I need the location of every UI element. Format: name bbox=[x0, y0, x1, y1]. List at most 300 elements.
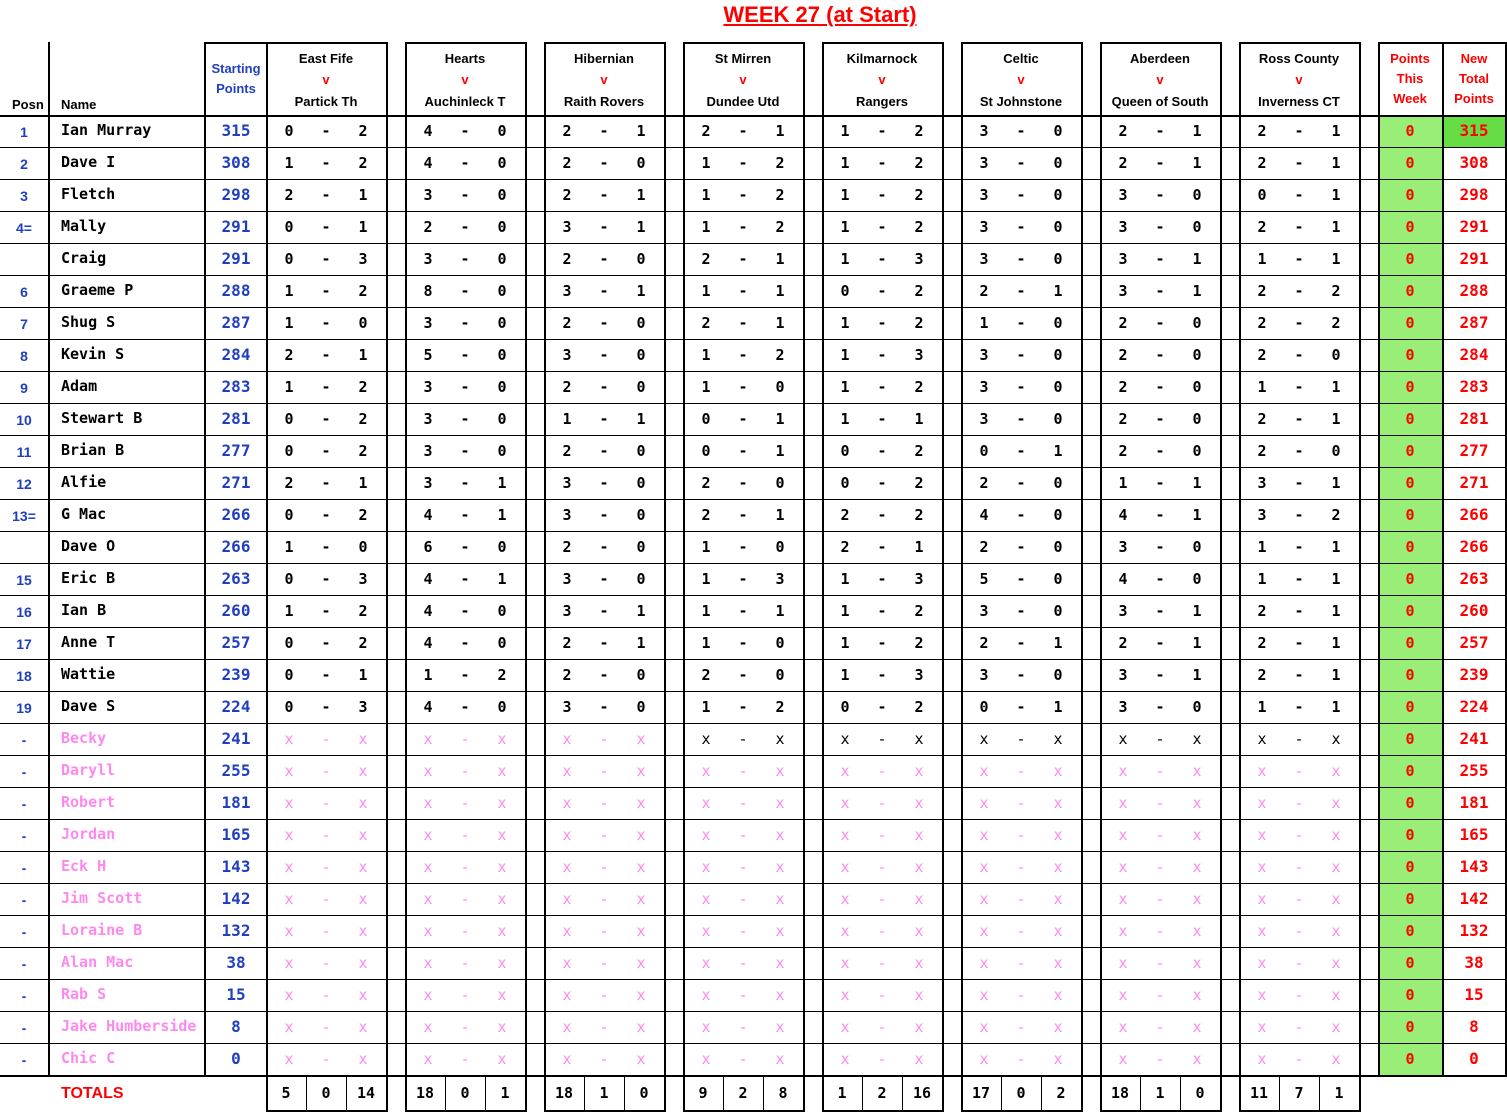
score-dash: - bbox=[321, 858, 331, 876]
home-score-prediction: 3 bbox=[1118, 666, 1128, 684]
col-divider bbox=[1220, 42, 1222, 1111]
away-score-prediction: 2 bbox=[775, 698, 785, 716]
position-cell: 13= bbox=[12, 508, 36, 524]
away-score-prediction: x bbox=[358, 1018, 368, 1036]
home-score-prediction: x bbox=[840, 922, 850, 940]
away-score-prediction: 0 bbox=[497, 314, 507, 332]
score-dash: - bbox=[738, 858, 748, 876]
score-dash: - bbox=[1155, 794, 1165, 812]
score-dash: - bbox=[1155, 570, 1165, 588]
col-divider bbox=[1081, 42, 1083, 1111]
home-score-prediction: x bbox=[423, 954, 433, 972]
away-score-prediction: 1 bbox=[497, 474, 507, 492]
score-dash: - bbox=[599, 506, 609, 524]
home-score-prediction: 1 bbox=[701, 570, 711, 588]
score-dash: - bbox=[877, 794, 887, 812]
player-name: Shug S bbox=[61, 313, 116, 331]
home-score-prediction: 2 bbox=[1257, 282, 1267, 300]
away-score-prediction: 1 bbox=[1331, 634, 1341, 652]
home-score-prediction: 3 bbox=[979, 186, 989, 204]
score-dash: - bbox=[321, 442, 331, 460]
score-dash: - bbox=[460, 1018, 470, 1036]
home-score-prediction: x bbox=[840, 1018, 850, 1036]
score-dash: - bbox=[1294, 858, 1304, 876]
away-score-prediction: 1 bbox=[1192, 506, 1202, 524]
starting-points: 255 bbox=[221, 761, 251, 780]
score-dash: - bbox=[1016, 602, 1026, 620]
fixture-away-team: Auchinleck T bbox=[424, 94, 506, 109]
home-score-prediction: x bbox=[979, 826, 989, 844]
points-this-week: 0 bbox=[1405, 570, 1415, 588]
score-dash: - bbox=[877, 378, 887, 396]
away-score-prediction: 0 bbox=[775, 634, 785, 652]
away-score-prediction: 1 bbox=[1331, 154, 1341, 172]
block-bottom bbox=[683, 1110, 805, 1112]
new-total-points: 291 bbox=[1459, 249, 1489, 268]
away-score-prediction: 1 bbox=[1331, 410, 1341, 428]
away-score-prediction: x bbox=[1192, 922, 1202, 940]
home-score-prediction: x bbox=[1257, 826, 1267, 844]
totals-cell: 0 bbox=[321, 1084, 331, 1102]
home-score-prediction: 1 bbox=[701, 282, 711, 300]
points-this-week: 0 bbox=[1405, 442, 1415, 460]
player-name: Ian B bbox=[61, 601, 107, 619]
home-score-prediction: 2 bbox=[1118, 346, 1128, 364]
row-divider bbox=[0, 691, 1507, 692]
away-score-prediction: 1 bbox=[358, 474, 368, 492]
row-divider bbox=[0, 947, 1507, 948]
home-score-prediction: x bbox=[284, 1050, 294, 1068]
away-score-prediction: 0 bbox=[775, 666, 785, 684]
player-name: Robert bbox=[61, 793, 116, 811]
home-score-prediction: 0 bbox=[701, 442, 711, 460]
score-dash: - bbox=[460, 282, 470, 300]
totals-cell: 2 bbox=[877, 1084, 887, 1102]
new-total-points: 15 bbox=[1464, 985, 1484, 1004]
away-score-prediction: x bbox=[1053, 986, 1063, 1004]
away-score-prediction: x bbox=[1331, 858, 1341, 876]
score-dash: - bbox=[738, 250, 748, 268]
away-score-prediction: x bbox=[1053, 954, 1063, 972]
score-dash: - bbox=[321, 570, 331, 588]
away-score-prediction: x bbox=[1053, 858, 1063, 876]
home-score-prediction: x bbox=[423, 890, 433, 908]
away-score-prediction: 1 bbox=[1053, 282, 1063, 300]
away-score-prediction: 1 bbox=[358, 666, 368, 684]
score-dash: - bbox=[321, 1050, 331, 1068]
away-score-prediction: 2 bbox=[775, 154, 785, 172]
score-dash: - bbox=[599, 250, 609, 268]
score-dash: - bbox=[877, 826, 887, 844]
position-cell: 1 bbox=[20, 124, 28, 140]
away-score-prediction: 1 bbox=[636, 634, 646, 652]
score-dash: - bbox=[460, 634, 470, 652]
away-score-prediction: x bbox=[1053, 1018, 1063, 1036]
home-score-prediction: x bbox=[284, 954, 294, 972]
home-score-prediction: 1 bbox=[840, 570, 850, 588]
player-name: Alfie bbox=[61, 473, 107, 491]
away-score-prediction: 1 bbox=[636, 122, 646, 140]
away-score-prediction: x bbox=[358, 730, 368, 748]
position-cell: 8 bbox=[20, 348, 28, 364]
score-dash: - bbox=[738, 186, 748, 204]
totals-cell: 9 bbox=[698, 1084, 708, 1102]
away-score-prediction: x bbox=[497, 858, 507, 876]
block-bottom bbox=[1239, 1110, 1361, 1112]
away-score-prediction: x bbox=[1192, 794, 1202, 812]
away-score-prediction: x bbox=[775, 922, 785, 940]
starting-points: 284 bbox=[221, 345, 251, 364]
away-score-prediction: x bbox=[914, 986, 924, 1004]
score-dash: - bbox=[1016, 474, 1026, 492]
home-score-prediction: x bbox=[979, 858, 989, 876]
totals-label: TOTALS bbox=[61, 1085, 124, 1102]
col-header-starting: Starting bbox=[211, 61, 261, 76]
away-score-prediction: x bbox=[497, 1050, 507, 1068]
away-score-prediction: 2 bbox=[914, 602, 924, 620]
points-this-week: 0 bbox=[1405, 282, 1415, 300]
score-dash: - bbox=[460, 1050, 470, 1068]
home-score-prediction: 1 bbox=[284, 602, 294, 620]
home-score-prediction: 3 bbox=[423, 186, 433, 204]
away-score-prediction: x bbox=[636, 954, 646, 972]
away-score-prediction: x bbox=[1053, 890, 1063, 908]
fixture-vs: v bbox=[461, 72, 469, 87]
home-score-prediction: x bbox=[284, 794, 294, 812]
fixture-home-team: St Mirren bbox=[714, 51, 772, 66]
row-divider bbox=[0, 659, 1507, 660]
away-score-prediction: 0 bbox=[1192, 570, 1202, 588]
player-name: Dave I bbox=[61, 153, 116, 171]
home-score-prediction: 0 bbox=[284, 250, 294, 268]
home-score-prediction: 3 bbox=[1118, 698, 1128, 716]
score-dash: - bbox=[1155, 538, 1165, 556]
points-this-week: 0 bbox=[1405, 218, 1415, 236]
home-score-prediction: x bbox=[1118, 730, 1128, 748]
score-dash: - bbox=[1155, 762, 1165, 780]
away-score-prediction: x bbox=[1192, 826, 1202, 844]
away-score-prediction: x bbox=[775, 794, 785, 812]
score-dash: - bbox=[460, 762, 470, 780]
home-score-prediction: x bbox=[840, 730, 850, 748]
score-dash: - bbox=[1294, 634, 1304, 652]
away-score-prediction: x bbox=[497, 986, 507, 1004]
score-dash: - bbox=[877, 666, 887, 684]
score-dash: - bbox=[1294, 218, 1304, 236]
home-score-prediction: 1 bbox=[284, 314, 294, 332]
player-name: Kevin S bbox=[61, 345, 125, 363]
home-score-prediction: 2 bbox=[562, 538, 572, 556]
away-score-prediction: 1 bbox=[636, 282, 646, 300]
score-dash: - bbox=[321, 1018, 331, 1036]
starting-points: 241 bbox=[221, 729, 251, 748]
home-score-prediction: 5 bbox=[423, 346, 433, 364]
score-dash: - bbox=[1016, 794, 1026, 812]
score-dash: - bbox=[599, 218, 609, 236]
totals-cell: 0 bbox=[639, 1084, 649, 1102]
new-total-points: 224 bbox=[1459, 697, 1489, 716]
row-divider bbox=[0, 979, 1507, 980]
new-total-points: 8 bbox=[1469, 1017, 1479, 1036]
totals-cell: 18 bbox=[415, 1084, 435, 1102]
score-dash: - bbox=[1016, 506, 1026, 524]
score-dash: - bbox=[599, 890, 609, 908]
points-this-week: 0 bbox=[1405, 314, 1415, 332]
score-dash: - bbox=[738, 122, 748, 140]
row-divider bbox=[0, 115, 1507, 117]
row-divider bbox=[0, 531, 1507, 532]
starting-points: 291 bbox=[221, 249, 251, 268]
score-dash: - bbox=[321, 250, 331, 268]
away-score-prediction: 1 bbox=[636, 602, 646, 620]
home-score-prediction: 0 bbox=[284, 634, 294, 652]
away-score-prediction: x bbox=[914, 730, 924, 748]
score-dash: - bbox=[738, 218, 748, 236]
score-dash: - bbox=[1016, 314, 1026, 332]
home-score-prediction: x bbox=[423, 1018, 433, 1036]
score-dash: - bbox=[738, 570, 748, 588]
new-total-points: 142 bbox=[1459, 889, 1489, 908]
score-dash: - bbox=[1155, 954, 1165, 972]
home-score-prediction: 1 bbox=[840, 218, 850, 236]
home-score-prediction: 3 bbox=[1118, 218, 1128, 236]
fixture-home-team: Aberdeen bbox=[1130, 51, 1190, 66]
position-cell: - bbox=[21, 892, 27, 908]
fixture-home-team: Hibernian bbox=[574, 51, 634, 66]
home-score-prediction: 0 bbox=[1257, 186, 1267, 204]
home-score-prediction: 1 bbox=[701, 378, 711, 396]
away-score-prediction: 1 bbox=[1331, 602, 1341, 620]
score-dash: - bbox=[599, 698, 609, 716]
score-dash: - bbox=[321, 474, 331, 492]
score-dash: - bbox=[1155, 282, 1165, 300]
away-score-prediction: 3 bbox=[358, 698, 368, 716]
position-cell: - bbox=[21, 860, 27, 876]
col-divider bbox=[386, 42, 388, 1111]
block-top bbox=[544, 42, 666, 44]
away-score-prediction: 0 bbox=[497, 250, 507, 268]
away-score-prediction: 0 bbox=[497, 218, 507, 236]
points-this-week: 0 bbox=[1405, 698, 1415, 716]
away-score-prediction: 1 bbox=[775, 442, 785, 460]
position-cell: 19 bbox=[16, 700, 32, 716]
score-dash: - bbox=[738, 1018, 748, 1036]
away-score-prediction: 0 bbox=[1053, 378, 1063, 396]
score-dash: - bbox=[599, 154, 609, 172]
row-divider bbox=[0, 723, 1507, 724]
score-dash: - bbox=[1155, 730, 1165, 748]
home-score-prediction: 2 bbox=[840, 538, 850, 556]
score-dash: - bbox=[738, 666, 748, 684]
score-dash: - bbox=[1155, 410, 1165, 428]
score-dash: - bbox=[738, 794, 748, 812]
home-score-prediction: 4 bbox=[423, 122, 433, 140]
home-score-prediction: 3 bbox=[423, 378, 433, 396]
score-dash: - bbox=[599, 410, 609, 428]
col-divider bbox=[803, 42, 805, 1111]
away-score-prediction: 0 bbox=[1053, 474, 1063, 492]
score-dash: - bbox=[1016, 634, 1026, 652]
home-score-prediction: 0 bbox=[284, 666, 294, 684]
player-name: Becky bbox=[61, 729, 107, 747]
away-score-prediction: 1 bbox=[1192, 634, 1202, 652]
home-score-prediction: 1 bbox=[701, 634, 711, 652]
home-score-prediction: 1 bbox=[840, 378, 850, 396]
home-score-prediction: 2 bbox=[1118, 122, 1128, 140]
starting-points: 143 bbox=[221, 857, 251, 876]
away-score-prediction: x bbox=[358, 762, 368, 780]
totals-cell: 8 bbox=[778, 1084, 788, 1102]
score-dash: - bbox=[1155, 922, 1165, 940]
away-score-prediction: x bbox=[636, 762, 646, 780]
fixture-away-team: Rangers bbox=[855, 94, 909, 109]
home-score-prediction: 2 bbox=[701, 250, 711, 268]
score-dash: - bbox=[599, 314, 609, 332]
away-score-prediction: 2 bbox=[358, 154, 368, 172]
home-score-prediction: 0 bbox=[840, 282, 850, 300]
home-score-prediction: x bbox=[979, 922, 989, 940]
position-cell: 15 bbox=[16, 572, 32, 588]
home-score-prediction: 3 bbox=[423, 250, 433, 268]
score-dash: - bbox=[599, 666, 609, 684]
home-score-prediction: 8 bbox=[423, 282, 433, 300]
home-score-prediction: 0 bbox=[701, 410, 711, 428]
home-score-prediction: x bbox=[701, 1050, 711, 1068]
home-score-prediction: 4 bbox=[423, 570, 433, 588]
away-score-prediction: 2 bbox=[1331, 314, 1341, 332]
away-score-prediction: x bbox=[1331, 826, 1341, 844]
score-dash: - bbox=[1155, 122, 1165, 140]
home-score-prediction: 1 bbox=[840, 122, 850, 140]
home-score-prediction: x bbox=[840, 794, 850, 812]
away-score-prediction: x bbox=[1192, 762, 1202, 780]
away-score-prediction: 0 bbox=[636, 378, 646, 396]
score-dash: - bbox=[1016, 922, 1026, 940]
player-name: Alan Mac bbox=[61, 953, 134, 971]
away-score-prediction: 0 bbox=[1053, 250, 1063, 268]
away-score-prediction: x bbox=[1053, 794, 1063, 812]
starting-points: 165 bbox=[221, 825, 251, 844]
home-score-prediction: x bbox=[1118, 826, 1128, 844]
home-score-prediction: x bbox=[1257, 890, 1267, 908]
row-divider bbox=[0, 339, 1507, 340]
score-dash: - bbox=[460, 826, 470, 844]
totals-cell: 7 bbox=[1294, 1084, 1304, 1102]
away-score-prediction: 0 bbox=[775, 378, 785, 396]
block-top bbox=[266, 42, 388, 44]
score-dash: - bbox=[1294, 730, 1304, 748]
home-score-prediction: x bbox=[840, 954, 850, 972]
totals-cell: 5 bbox=[281, 1084, 291, 1102]
score-dash: - bbox=[460, 506, 470, 524]
score-dash: - bbox=[1294, 954, 1304, 972]
home-score-prediction: 1 bbox=[840, 186, 850, 204]
score-dash: - bbox=[321, 506, 331, 524]
row-divider bbox=[0, 243, 1507, 244]
away-score-prediction: x bbox=[1192, 954, 1202, 972]
block-top bbox=[405, 42, 527, 44]
home-score-prediction: 2 bbox=[979, 474, 989, 492]
away-score-prediction: 1 bbox=[1192, 602, 1202, 620]
away-score-prediction: 0 bbox=[1192, 346, 1202, 364]
score-dash: - bbox=[1016, 410, 1026, 428]
score-dash: - bbox=[1016, 858, 1026, 876]
away-score-prediction: x bbox=[497, 890, 507, 908]
home-score-prediction: 1 bbox=[840, 154, 850, 172]
score-dash: - bbox=[877, 730, 887, 748]
away-score-prediction: 2 bbox=[358, 410, 368, 428]
home-score-prediction: 4 bbox=[423, 634, 433, 652]
row-divider bbox=[0, 467, 1507, 468]
new-total-points: 260 bbox=[1459, 601, 1489, 620]
score-dash: - bbox=[1294, 186, 1304, 204]
home-score-prediction: 1 bbox=[423, 666, 433, 684]
score-dash: - bbox=[321, 218, 331, 236]
player-name: G Mac bbox=[61, 505, 107, 523]
away-score-prediction: x bbox=[914, 794, 924, 812]
score-dash: - bbox=[877, 922, 887, 940]
away-score-prediction: x bbox=[775, 954, 785, 972]
home-score-prediction: 1 bbox=[840, 250, 850, 268]
score-dash: - bbox=[1155, 698, 1165, 716]
home-score-prediction: 1 bbox=[284, 282, 294, 300]
score-dash: - bbox=[738, 826, 748, 844]
away-score-prediction: x bbox=[358, 922, 368, 940]
block-top bbox=[961, 42, 1083, 44]
new-total-points: 281 bbox=[1459, 409, 1489, 428]
away-score-prediction: 1 bbox=[1192, 282, 1202, 300]
col-header-points-week: Points bbox=[1390, 51, 1430, 66]
position-cell: - bbox=[21, 1020, 27, 1036]
totals-cell: 1 bbox=[837, 1084, 847, 1102]
score-dash: - bbox=[321, 698, 331, 716]
home-score-prediction: 2 bbox=[1257, 218, 1267, 236]
home-score-prediction: x bbox=[1118, 954, 1128, 972]
position-cell: 4= bbox=[16, 220, 32, 236]
away-score-prediction: 1 bbox=[358, 346, 368, 364]
home-score-prediction: x bbox=[840, 858, 850, 876]
block-bottom bbox=[544, 1110, 666, 1112]
score-dash: - bbox=[599, 986, 609, 1004]
block-bottom bbox=[961, 1110, 1083, 1112]
home-score-prediction: 2 bbox=[284, 186, 294, 204]
away-score-prediction: x bbox=[497, 730, 507, 748]
home-score-prediction: x bbox=[423, 922, 433, 940]
new-total-points: 291 bbox=[1459, 217, 1489, 236]
starting-points: 0 bbox=[231, 1049, 241, 1068]
score-dash: - bbox=[877, 346, 887, 364]
home-score-prediction: 2 bbox=[1118, 154, 1128, 172]
score-dash: - bbox=[877, 442, 887, 460]
score-dash: - bbox=[460, 250, 470, 268]
home-score-prediction: 1 bbox=[840, 666, 850, 684]
score-dash: - bbox=[877, 122, 887, 140]
home-score-prediction: x bbox=[1257, 858, 1267, 876]
score-dash: - bbox=[738, 890, 748, 908]
score-dash: - bbox=[460, 986, 470, 1004]
away-score-prediction: 1 bbox=[1331, 474, 1341, 492]
score-dash: - bbox=[321, 314, 331, 332]
home-score-prediction: 1 bbox=[701, 154, 711, 172]
home-score-prediction: 2 bbox=[701, 666, 711, 684]
home-score-prediction: x bbox=[562, 1050, 572, 1068]
score-dash: - bbox=[460, 154, 470, 172]
home-score-prediction: 4 bbox=[423, 154, 433, 172]
score-dash: - bbox=[321, 410, 331, 428]
score-dash: - bbox=[877, 218, 887, 236]
home-score-prediction: x bbox=[562, 1018, 572, 1036]
away-score-prediction: x bbox=[636, 826, 646, 844]
